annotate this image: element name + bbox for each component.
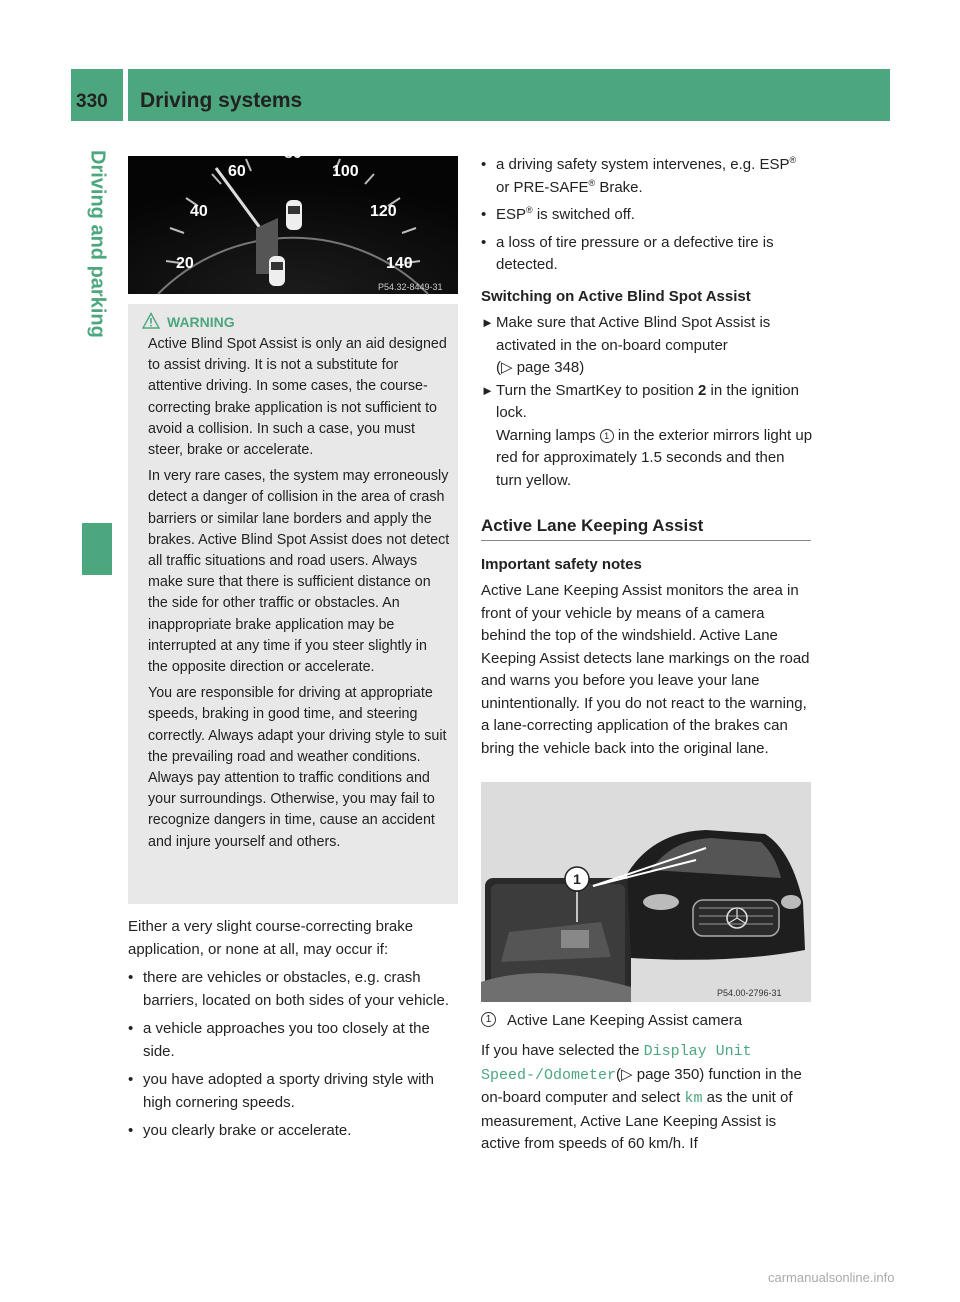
list-item: • a loss of tire pressure or a defective tire is detected. [481, 232, 813, 277]
step-arrow-icon: ► [481, 382, 494, 398]
gauge-tick-40: 40 [190, 203, 208, 220]
gauge-image-code: P54.32-8449-31 [378, 282, 443, 292]
gauge-tick-100: 100 [332, 163, 359, 180]
gauge-tick-120: 120 [370, 203, 397, 220]
switching-heading: Switching on Active Blind Spot Assist [481, 288, 751, 305]
gauge-tick-80: 80 [284, 145, 302, 162]
warning-title: WARNING [167, 314, 235, 330]
speedometer-graphic [128, 145, 458, 294]
safety-paragraph-block [481, 580, 813, 760]
speedometer-image [128, 145, 458, 294]
side-tab-label: Driving and parking [86, 150, 109, 338]
list-item: • you have adopted a sporty driving style with high cornering speeds. [128, 1069, 460, 1114]
callout-number-icon: 1 [481, 1012, 496, 1027]
switching-steps [481, 312, 813, 492]
warning-paragraph: You are responsible for driving at appropriate speeds, braking in good time, and steering correctly. Always adapt your driving style to suit the prevailing road and weather conditions. Always pay attention to traffic conditions and your surroundings. Otherwise, you may fail to recognize dangers in time, cause an accident and injure yourself and others. [148, 685, 447, 850]
step-item: ► Make sure that Active Blind Spot Assist is activated in the on-board computer (▷ page 348) [481, 314, 771, 376]
gauge-tick-140: 140 [386, 255, 413, 272]
header-bar [128, 69, 890, 121]
car-graphic [481, 782, 811, 1002]
page-title: Driving systems [140, 89, 303, 112]
watermark: carmanualsonline.info [768, 1270, 895, 1285]
list-item: • you clearly brake or accelerate. [128, 1120, 460, 1143]
page-reference-link[interactable]: (▷ page 348) [496, 359, 585, 376]
section-divider [481, 540, 811, 541]
safety-paragraph: Active Lane Keeping Assist monitors the area in front of your vehicle by means of a camera behind the top of the windshield. Active Lane Keeping Assist detects lane markings on the road and warns you before you leave your lane unintentionally. If you do not react to the warning, a lane-correcting application of the brakes can bring the vehicle back into the original lane. [481, 582, 810, 757]
side-tab-marker [82, 523, 112, 575]
km-setting: km [684, 1090, 703, 1107]
sub-heading: Important safety notes [481, 556, 642, 573]
warning-triangle-icon [142, 312, 160, 330]
left-column-text [128, 916, 460, 1143]
car-camera-image [481, 782, 811, 1002]
list-item: • a vehicle approaches you too closely at the side. [128, 1018, 460, 1063]
step-arrow-icon: ► [481, 315, 494, 330]
gauge-tick-20: 20 [176, 255, 194, 272]
warning-box [128, 304, 458, 904]
final-paragraph: If you have selected the Display Unit Speed-/Odometer(▷ page 350) function in the on-board computer and select km as the unit of measurement, Active Lane Keeping Assist is active from speeds of 60 km/h. If [481, 1042, 802, 1152]
intro-paragraph: Either a very slight course-correcting brake application, or none at all, may occur if: [128, 918, 414, 958]
page-number-box [71, 69, 123, 121]
section-heading: Active Lane Keeping Assist [481, 516, 704, 535]
step-item: ► Turn the SmartKey to position 2 in the ignition lock. Warning lamps 1 in the exterior mirrors light up red for approximately 1.5 seconds and then turn yellow. [481, 381, 813, 489]
car-callout-number: 1 [573, 871, 581, 887]
gauge-tick-60: 60 [228, 163, 246, 180]
warning-paragraph: Active Blind Spot Assist is only an aid designed to assist driving. It is not a substitute for attentive driving. In some cases, the course-correcting brake application is not sufficient to avoid a collision. In such a case, you must steer, brake or accelerate. [148, 336, 447, 459]
warning-body [148, 334, 450, 858]
car-image-code: P54.00-2796-31 [717, 988, 782, 998]
list-item: • ESP® is switched off. [481, 204, 813, 227]
page-reference-link[interactable]: (▷ page 350) function in the on-board computer and select [481, 1065, 802, 1106]
display-unit-setting: Display Unit Speed-/Odometer [481, 1043, 752, 1084]
final-paragraph-block [481, 1040, 813, 1156]
warning-paragraph: In very rare cases, the system may erroneously detect a danger of collision in the area of crash barriers or similar lane borders and apply the brakes. Active Blind Spot Assist does not detect all traffic situations and road users. Always make sure that there is sufficient distance on the side for other traffic or obstacles. An inappropriate brake application may be interrupted at any time if you steer slightly in the opposite direction or accelerate. [148, 468, 450, 676]
image-caption-block [481, 1010, 813, 1033]
image-caption: 1 Active Lane Keeping Assist camera [481, 1010, 813, 1033]
callout-number-icon: 1 [600, 429, 614, 443]
list-item: • there are vehicles or obstacles, e.g. crash barriers, located on both sides of your vehicle. [128, 967, 460, 1012]
page-number: 330 [76, 91, 108, 112]
list-item: • a driving safety system intervenes, e.g. ESP® or PRE-SAFE® Brake. [481, 154, 813, 199]
right-column-bullets [481, 154, 813, 277]
